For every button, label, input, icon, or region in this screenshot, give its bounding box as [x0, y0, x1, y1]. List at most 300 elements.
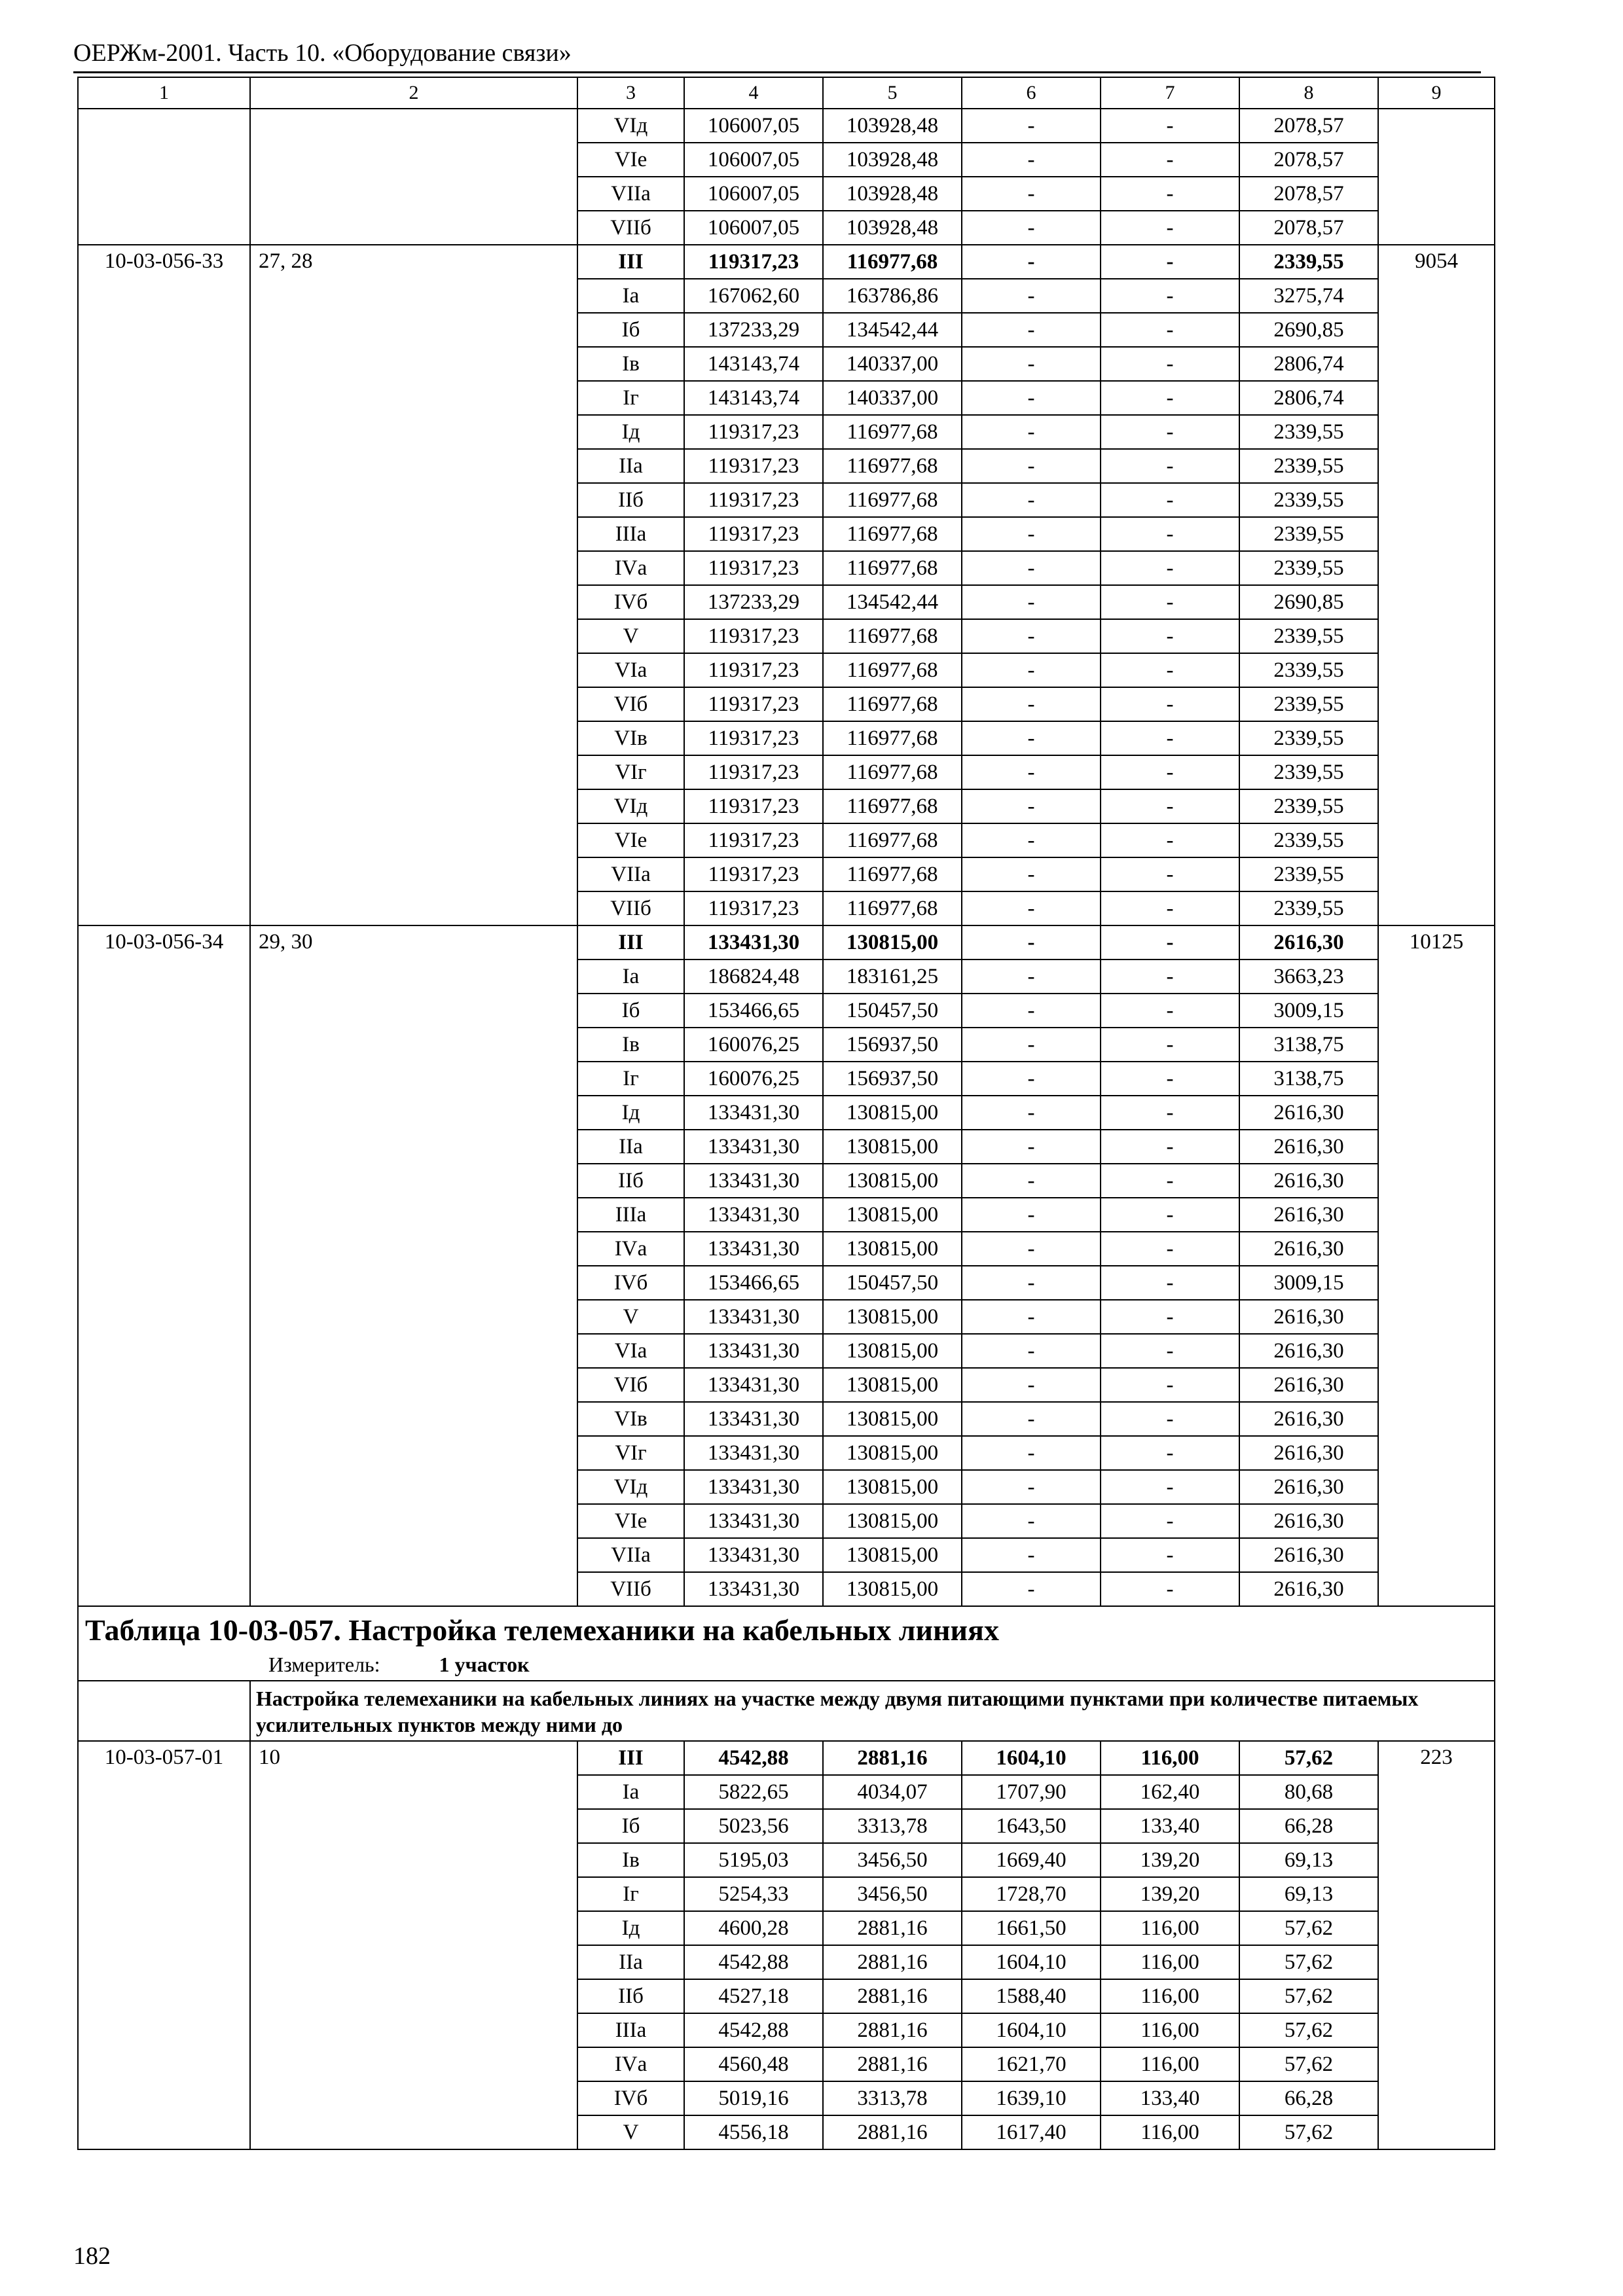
code-cell — [78, 109, 250, 245]
unit-value: 1 участок — [439, 1653, 530, 1676]
region-code: IIIа — [577, 1198, 684, 1232]
total-cost: 133431,30 — [684, 925, 823, 960]
labor-cost: 116977,68 — [823, 891, 962, 925]
labor-cost: 130815,00 — [823, 925, 962, 960]
labor-cost: 116977,68 — [823, 857, 962, 891]
table-row — [78, 1741, 1495, 1775]
total-cost: 4600,28 — [684, 1911, 823, 1945]
region-code: IVб — [577, 585, 684, 619]
materials-cost: 2616,30 — [1239, 1368, 1378, 1402]
rate-weight: 9054 — [1378, 245, 1495, 925]
machine-cost: - — [962, 381, 1101, 415]
region-code: IVб — [577, 2081, 684, 2115]
total-cost: 5023,56 — [684, 1809, 823, 1843]
driver-wages: - — [1101, 687, 1239, 721]
materials-cost: 2616,30 — [1239, 1572, 1378, 1606]
labor-cost: 116977,68 — [823, 755, 962, 789]
machine-cost: - — [962, 925, 1101, 960]
region-code: VIв — [577, 721, 684, 755]
machine-cost: - — [962, 177, 1101, 211]
materials-cost: 2616,30 — [1239, 1334, 1378, 1368]
machine-cost: - — [962, 279, 1101, 313]
labor-cost: 163786,86 — [823, 279, 962, 313]
region-code: Iг — [577, 1877, 684, 1911]
table-row — [78, 925, 1495, 960]
region-code: VIа — [577, 1334, 684, 1368]
driver-wages: - — [1101, 925, 1239, 960]
materials-cost: 2806,74 — [1239, 381, 1378, 415]
driver-wages: - — [1101, 1436, 1239, 1470]
driver-wages: - — [1101, 1198, 1239, 1232]
materials-cost: 2078,57 — [1239, 211, 1378, 245]
total-cost: 4527,18 — [684, 1979, 823, 2013]
machine-cost: - — [962, 1028, 1101, 1062]
labor-cost: 2881,16 — [823, 1945, 962, 1979]
driver-wages: 133,40 — [1101, 1809, 1239, 1843]
labor-cost: 130815,00 — [823, 1572, 962, 1606]
header-rule — [73, 71, 1481, 73]
total-cost: 119317,23 — [684, 619, 823, 653]
materials-cost: 2616,30 — [1239, 1198, 1378, 1232]
driver-wages: 133,40 — [1101, 2081, 1239, 2115]
rate-weight: 223 — [1378, 1741, 1495, 2149]
materials-cost: 2616,30 — [1239, 1130, 1378, 1164]
materials-cost: 2078,57 — [1239, 109, 1378, 143]
labor-cost: 130815,00 — [823, 1198, 962, 1232]
driver-wages: - — [1101, 1504, 1239, 1538]
materials-cost: 57,62 — [1239, 1741, 1378, 1775]
labor-cost: 130815,00 — [823, 1096, 962, 1130]
machine-cost: - — [962, 1164, 1101, 1198]
machine-cost: - — [962, 211, 1101, 245]
driver-wages: 116,00 — [1101, 2047, 1239, 2081]
machine-cost: - — [962, 1572, 1101, 1606]
materials-cost: 2616,30 — [1239, 1300, 1378, 1334]
driver-wages: - — [1101, 755, 1239, 789]
driver-wages: - — [1101, 823, 1239, 857]
total-cost: 119317,23 — [684, 551, 823, 585]
region-code: Iа — [577, 960, 684, 994]
total-cost: 153466,65 — [684, 1266, 823, 1300]
materials-cost: 2616,30 — [1239, 1470, 1378, 1504]
region-code: III — [577, 1741, 684, 1775]
machine-cost: - — [962, 1470, 1101, 1504]
total-cost: 4560,48 — [684, 2047, 823, 2081]
labor-cost: 140337,00 — [823, 347, 962, 381]
driver-wages: 139,20 — [1101, 1877, 1239, 1911]
region-code: IIб — [577, 1164, 684, 1198]
table-title-cell — [78, 1606, 1495, 1681]
labor-cost: 2881,16 — [823, 1979, 962, 2013]
labor-cost: 116977,68 — [823, 687, 962, 721]
total-cost: 5195,03 — [684, 1843, 823, 1877]
driver-wages: - — [1101, 245, 1239, 279]
machine-cost: - — [962, 1504, 1101, 1538]
total-cost: 143143,74 — [684, 347, 823, 381]
driver-wages: - — [1101, 1062, 1239, 1096]
materials-cost: 2806,74 — [1239, 347, 1378, 381]
labor-cost: 2881,16 — [823, 2115, 962, 2149]
region-code: Iд — [577, 415, 684, 449]
total-cost: 160076,25 — [684, 1028, 823, 1062]
materials-cost: 80,68 — [1239, 1775, 1378, 1809]
driver-wages: - — [1101, 279, 1239, 313]
driver-wages: - — [1101, 381, 1239, 415]
region-code: Iа — [577, 1775, 684, 1809]
region-code: VIIб — [577, 1572, 684, 1606]
column-number: 3 — [577, 77, 684, 109]
machine-cost: - — [962, 857, 1101, 891]
region-code: Iд — [577, 1096, 684, 1130]
total-cost: 119317,23 — [684, 449, 823, 483]
materials-cost: 3275,74 — [1239, 279, 1378, 313]
driver-wages: - — [1101, 143, 1239, 177]
materials-cost: 66,28 — [1239, 1809, 1378, 1843]
materials-cost: 2616,30 — [1239, 1538, 1378, 1572]
table-title-row — [78, 1606, 1495, 1681]
labor-cost: 130815,00 — [823, 1402, 962, 1436]
materials-cost: 2690,85 — [1239, 585, 1378, 619]
materials-cost: 2339,55 — [1239, 483, 1378, 517]
region-code: VIIб — [577, 891, 684, 925]
labor-cost: 103928,48 — [823, 109, 962, 143]
total-cost: 133431,30 — [684, 1096, 823, 1130]
machine-cost: - — [962, 517, 1101, 551]
total-cost: 119317,23 — [684, 721, 823, 755]
machine-cost: 1728,70 — [962, 1877, 1101, 1911]
driver-wages: - — [1101, 551, 1239, 585]
machine-cost: - — [962, 143, 1101, 177]
column-header-row — [78, 77, 1495, 109]
machine-cost: - — [962, 619, 1101, 653]
region-code: IVа — [577, 1232, 684, 1266]
rates-table — [77, 77, 1495, 2150]
materials-cost: 3009,15 — [1239, 1266, 1378, 1300]
column-number: 2 — [250, 77, 577, 109]
machine-cost: - — [962, 1538, 1101, 1572]
labor-cost: 116977,68 — [823, 653, 962, 687]
total-cost: 133431,30 — [684, 1130, 823, 1164]
rate-code: 10-03-057-01 — [78, 1741, 250, 2149]
machine-cost: - — [962, 823, 1101, 857]
driver-wages: - — [1101, 211, 1239, 245]
table-row — [78, 245, 1495, 279]
driver-wages: 116,00 — [1101, 1911, 1239, 1945]
labor-cost: 130815,00 — [823, 1504, 962, 1538]
labor-cost: 116977,68 — [823, 551, 962, 585]
rate-code: 10-03-056-33 — [78, 245, 250, 925]
driver-wages: - — [1101, 1538, 1239, 1572]
materials-cost: 57,62 — [1239, 1945, 1378, 1979]
labor-cost: 150457,50 — [823, 994, 962, 1028]
driver-wages: - — [1101, 1300, 1239, 1334]
machine-cost: 1707,90 — [962, 1775, 1101, 1809]
total-cost: 106007,05 — [684, 211, 823, 245]
region-code: VIIб — [577, 211, 684, 245]
materials-cost: 2339,55 — [1239, 449, 1378, 483]
column-number: 1 — [78, 77, 250, 109]
total-cost: 137233,29 — [684, 585, 823, 619]
region-code: VIIа — [577, 857, 684, 891]
driver-wages: - — [1101, 1470, 1239, 1504]
labor-cost: 116977,68 — [823, 415, 962, 449]
machine-cost: 1621,70 — [962, 2047, 1101, 2081]
materials-cost: 2690,85 — [1239, 313, 1378, 347]
region-code: VIд — [577, 789, 684, 823]
machine-cost: 1604,10 — [962, 1741, 1101, 1775]
labor-cost: 2881,16 — [823, 2013, 962, 2047]
total-cost: 160076,25 — [684, 1062, 823, 1096]
labor-cost: 140337,00 — [823, 381, 962, 415]
machine-cost: - — [962, 960, 1101, 994]
machine-cost: 1661,50 — [962, 1911, 1101, 1945]
column-number: 7 — [1101, 77, 1239, 109]
labor-cost: 103928,48 — [823, 143, 962, 177]
total-cost: 119317,23 — [684, 823, 823, 857]
total-cost: 119317,23 — [684, 517, 823, 551]
region-code: Iа — [577, 279, 684, 313]
machine-cost: - — [962, 994, 1101, 1028]
labor-cost: 130815,00 — [823, 1368, 962, 1402]
driver-wages: - — [1101, 994, 1239, 1028]
total-cost: 133431,30 — [684, 1538, 823, 1572]
labor-cost: 103928,48 — [823, 177, 962, 211]
total-cost: 137233,29 — [684, 313, 823, 347]
weight-cell — [1378, 109, 1495, 245]
total-cost: 133431,30 — [684, 1164, 823, 1198]
labor-cost: 130815,00 — [823, 1130, 962, 1164]
machine-cost: 1669,40 — [962, 1843, 1101, 1877]
driver-wages: - — [1101, 1368, 1239, 1402]
labor-cost: 2881,16 — [823, 1741, 962, 1775]
region-code: IIб — [577, 1979, 684, 2013]
machine-cost: - — [962, 483, 1101, 517]
labor-cost: 116977,68 — [823, 517, 962, 551]
labor-cost: 2881,16 — [823, 2047, 962, 2081]
labor-cost: 183161,25 — [823, 960, 962, 994]
region-code: Iб — [577, 1809, 684, 1843]
driver-wages: - — [1101, 1096, 1239, 1130]
driver-wages: - — [1101, 1028, 1239, 1062]
materials-cost: 57,62 — [1239, 1979, 1378, 2013]
materials-cost: 3663,23 — [1239, 960, 1378, 994]
machine-cost: 1604,10 — [962, 2013, 1101, 2047]
machine-cost: - — [962, 687, 1101, 721]
driver-wages: - — [1101, 891, 1239, 925]
materials-cost: 2339,55 — [1239, 245, 1378, 279]
labor-cost: 3456,50 — [823, 1877, 962, 1911]
driver-wages: 139,20 — [1101, 1843, 1239, 1877]
total-cost: 133431,30 — [684, 1402, 823, 1436]
region-code: VIв — [577, 1402, 684, 1436]
driver-wages: - — [1101, 449, 1239, 483]
rate-code: 10-03-056-34 — [78, 925, 250, 1606]
description-row — [78, 1681, 1495, 1741]
materials-cost: 57,62 — [1239, 2115, 1378, 2149]
driver-wages: - — [1101, 1164, 1239, 1198]
region-code: IIб — [577, 483, 684, 517]
total-cost: 5254,33 — [684, 1877, 823, 1911]
total-cost: 5019,16 — [684, 2081, 823, 2115]
region-code: Iб — [577, 313, 684, 347]
machine-cost: - — [962, 1232, 1101, 1266]
page-number: 182 — [73, 2242, 111, 2270]
driver-wages: 116,00 — [1101, 2115, 1239, 2149]
region-code: IVа — [577, 551, 684, 585]
column-number: 8 — [1239, 77, 1378, 109]
machine-cost: - — [962, 1096, 1101, 1130]
machine-cost: - — [962, 347, 1101, 381]
total-cost: 106007,05 — [684, 177, 823, 211]
machine-cost: - — [962, 653, 1101, 687]
labor-cost: 130815,00 — [823, 1164, 962, 1198]
machine-cost: 1588,40 — [962, 1979, 1101, 2013]
labor-cost: 2881,16 — [823, 1911, 962, 1945]
driver-wages: 162,40 — [1101, 1775, 1239, 1809]
materials-cost: 3138,75 — [1239, 1028, 1378, 1062]
column-number: 6 — [962, 77, 1101, 109]
machine-cost: - — [962, 313, 1101, 347]
column-number: 9 — [1378, 77, 1495, 109]
total-cost: 4542,88 — [684, 1945, 823, 1979]
labor-cost: 130815,00 — [823, 1538, 962, 1572]
total-cost: 133431,30 — [684, 1368, 823, 1402]
machine-cost: 1643,50 — [962, 1809, 1101, 1843]
materials-cost: 2339,55 — [1239, 789, 1378, 823]
driver-wages: 116,00 — [1101, 1979, 1239, 2013]
driver-wages: - — [1101, 415, 1239, 449]
driver-wages: - — [1101, 585, 1239, 619]
materials-cost: 2339,55 — [1239, 619, 1378, 653]
driver-wages: - — [1101, 1572, 1239, 1606]
driver-wages: - — [1101, 109, 1239, 143]
machine-cost: - — [962, 721, 1101, 755]
rate-params: 10 — [250, 1741, 577, 2149]
driver-wages: - — [1101, 960, 1239, 994]
materials-cost: 2078,57 — [1239, 143, 1378, 177]
region-code: III — [577, 245, 684, 279]
total-cost: 119317,23 — [684, 687, 823, 721]
total-cost: 106007,05 — [684, 109, 823, 143]
machine-cost: 1604,10 — [962, 1945, 1101, 1979]
machine-cost: - — [962, 245, 1101, 279]
region-code: VIа — [577, 653, 684, 687]
driver-wages: 116,00 — [1101, 1741, 1239, 1775]
unit-label: Измеритель: — [268, 1653, 380, 1676]
region-code: VIб — [577, 1368, 684, 1402]
total-cost: 119317,23 — [684, 653, 823, 687]
materials-cost: 2339,55 — [1239, 517, 1378, 551]
total-cost: 119317,23 — [684, 755, 823, 789]
region-code: IVа — [577, 2047, 684, 2081]
materials-cost: 2616,30 — [1239, 1402, 1378, 1436]
region-code: IVб — [577, 1266, 684, 1300]
region-code: VIIа — [577, 177, 684, 211]
region-code: VIIа — [577, 1538, 684, 1572]
region-code: VIе — [577, 823, 684, 857]
total-cost: 4542,88 — [684, 2013, 823, 2047]
total-cost: 133431,30 — [684, 1470, 823, 1504]
driver-wages: - — [1101, 313, 1239, 347]
total-cost: 133431,30 — [684, 1300, 823, 1334]
total-cost: 119317,23 — [684, 789, 823, 823]
materials-cost: 2339,55 — [1239, 721, 1378, 755]
materials-cost: 2339,55 — [1239, 857, 1378, 891]
machine-cost: - — [962, 415, 1101, 449]
machine-cost: - — [962, 1198, 1101, 1232]
materials-cost: 2339,55 — [1239, 687, 1378, 721]
labor-cost: 150457,50 — [823, 1266, 962, 1300]
driver-wages: - — [1101, 483, 1239, 517]
column-number: 5 — [823, 77, 962, 109]
materials-cost: 3138,75 — [1239, 1062, 1378, 1096]
driver-wages: - — [1101, 1266, 1239, 1300]
region-code: IIа — [577, 1130, 684, 1164]
region-code: IIIа — [577, 2013, 684, 2047]
page-header: ОЕРЖм-2001. Часть 10. «Оборудование связи» — [73, 39, 572, 67]
machine-cost: - — [962, 449, 1101, 483]
labor-cost: 130815,00 — [823, 1436, 962, 1470]
machine-cost: - — [962, 1402, 1101, 1436]
machine-cost: - — [962, 891, 1101, 925]
rate-params: 29, 30 — [250, 925, 577, 1606]
labor-cost: 116977,68 — [823, 245, 962, 279]
region-code: VIг — [577, 755, 684, 789]
machine-cost: - — [962, 1062, 1101, 1096]
region-code: VIе — [577, 143, 684, 177]
driver-wages: - — [1101, 721, 1239, 755]
labor-cost: 116977,68 — [823, 449, 962, 483]
machine-cost: - — [962, 1266, 1101, 1300]
region-code: VIе — [577, 1504, 684, 1538]
materials-cost: 57,62 — [1239, 1911, 1378, 1945]
total-cost: 153466,65 — [684, 994, 823, 1028]
labor-cost: 116977,68 — [823, 823, 962, 857]
driver-wages: - — [1101, 619, 1239, 653]
region-code: VIд — [577, 1470, 684, 1504]
table-title: Таблица 10-03-057. Настройка телемеханики на кабельных линиях — [85, 1613, 999, 1647]
driver-wages: - — [1101, 1402, 1239, 1436]
materials-cost: 57,62 — [1239, 2013, 1378, 2047]
materials-cost: 2616,30 — [1239, 925, 1378, 960]
labor-cost: 103928,48 — [823, 211, 962, 245]
materials-cost: 2616,30 — [1239, 1436, 1378, 1470]
labor-cost: 130815,00 — [823, 1470, 962, 1504]
materials-cost: 69,13 — [1239, 1877, 1378, 1911]
description-spacer — [78, 1681, 250, 1741]
params-cell — [250, 109, 577, 245]
driver-wages: - — [1101, 789, 1239, 823]
labor-cost: 130815,00 — [823, 1300, 962, 1334]
total-cost: 5822,65 — [684, 1775, 823, 1809]
labor-cost: 156937,50 — [823, 1062, 962, 1096]
labor-cost: 130815,00 — [823, 1232, 962, 1266]
total-cost: 119317,23 — [684, 891, 823, 925]
materials-cost: 2616,30 — [1239, 1096, 1378, 1130]
labor-cost: 116977,68 — [823, 789, 962, 823]
materials-cost: 66,28 — [1239, 2081, 1378, 2115]
labor-cost: 116977,68 — [823, 721, 962, 755]
driver-wages: - — [1101, 177, 1239, 211]
region-code: VIд — [577, 109, 684, 143]
region-code: Iг — [577, 381, 684, 415]
region-code: IIа — [577, 449, 684, 483]
materials-cost: 2339,55 — [1239, 653, 1378, 687]
rate-params: 27, 28 — [250, 245, 577, 925]
total-cost: 133431,30 — [684, 1436, 823, 1470]
materials-cost: 2616,30 — [1239, 1164, 1378, 1198]
total-cost: 186824,48 — [684, 960, 823, 994]
